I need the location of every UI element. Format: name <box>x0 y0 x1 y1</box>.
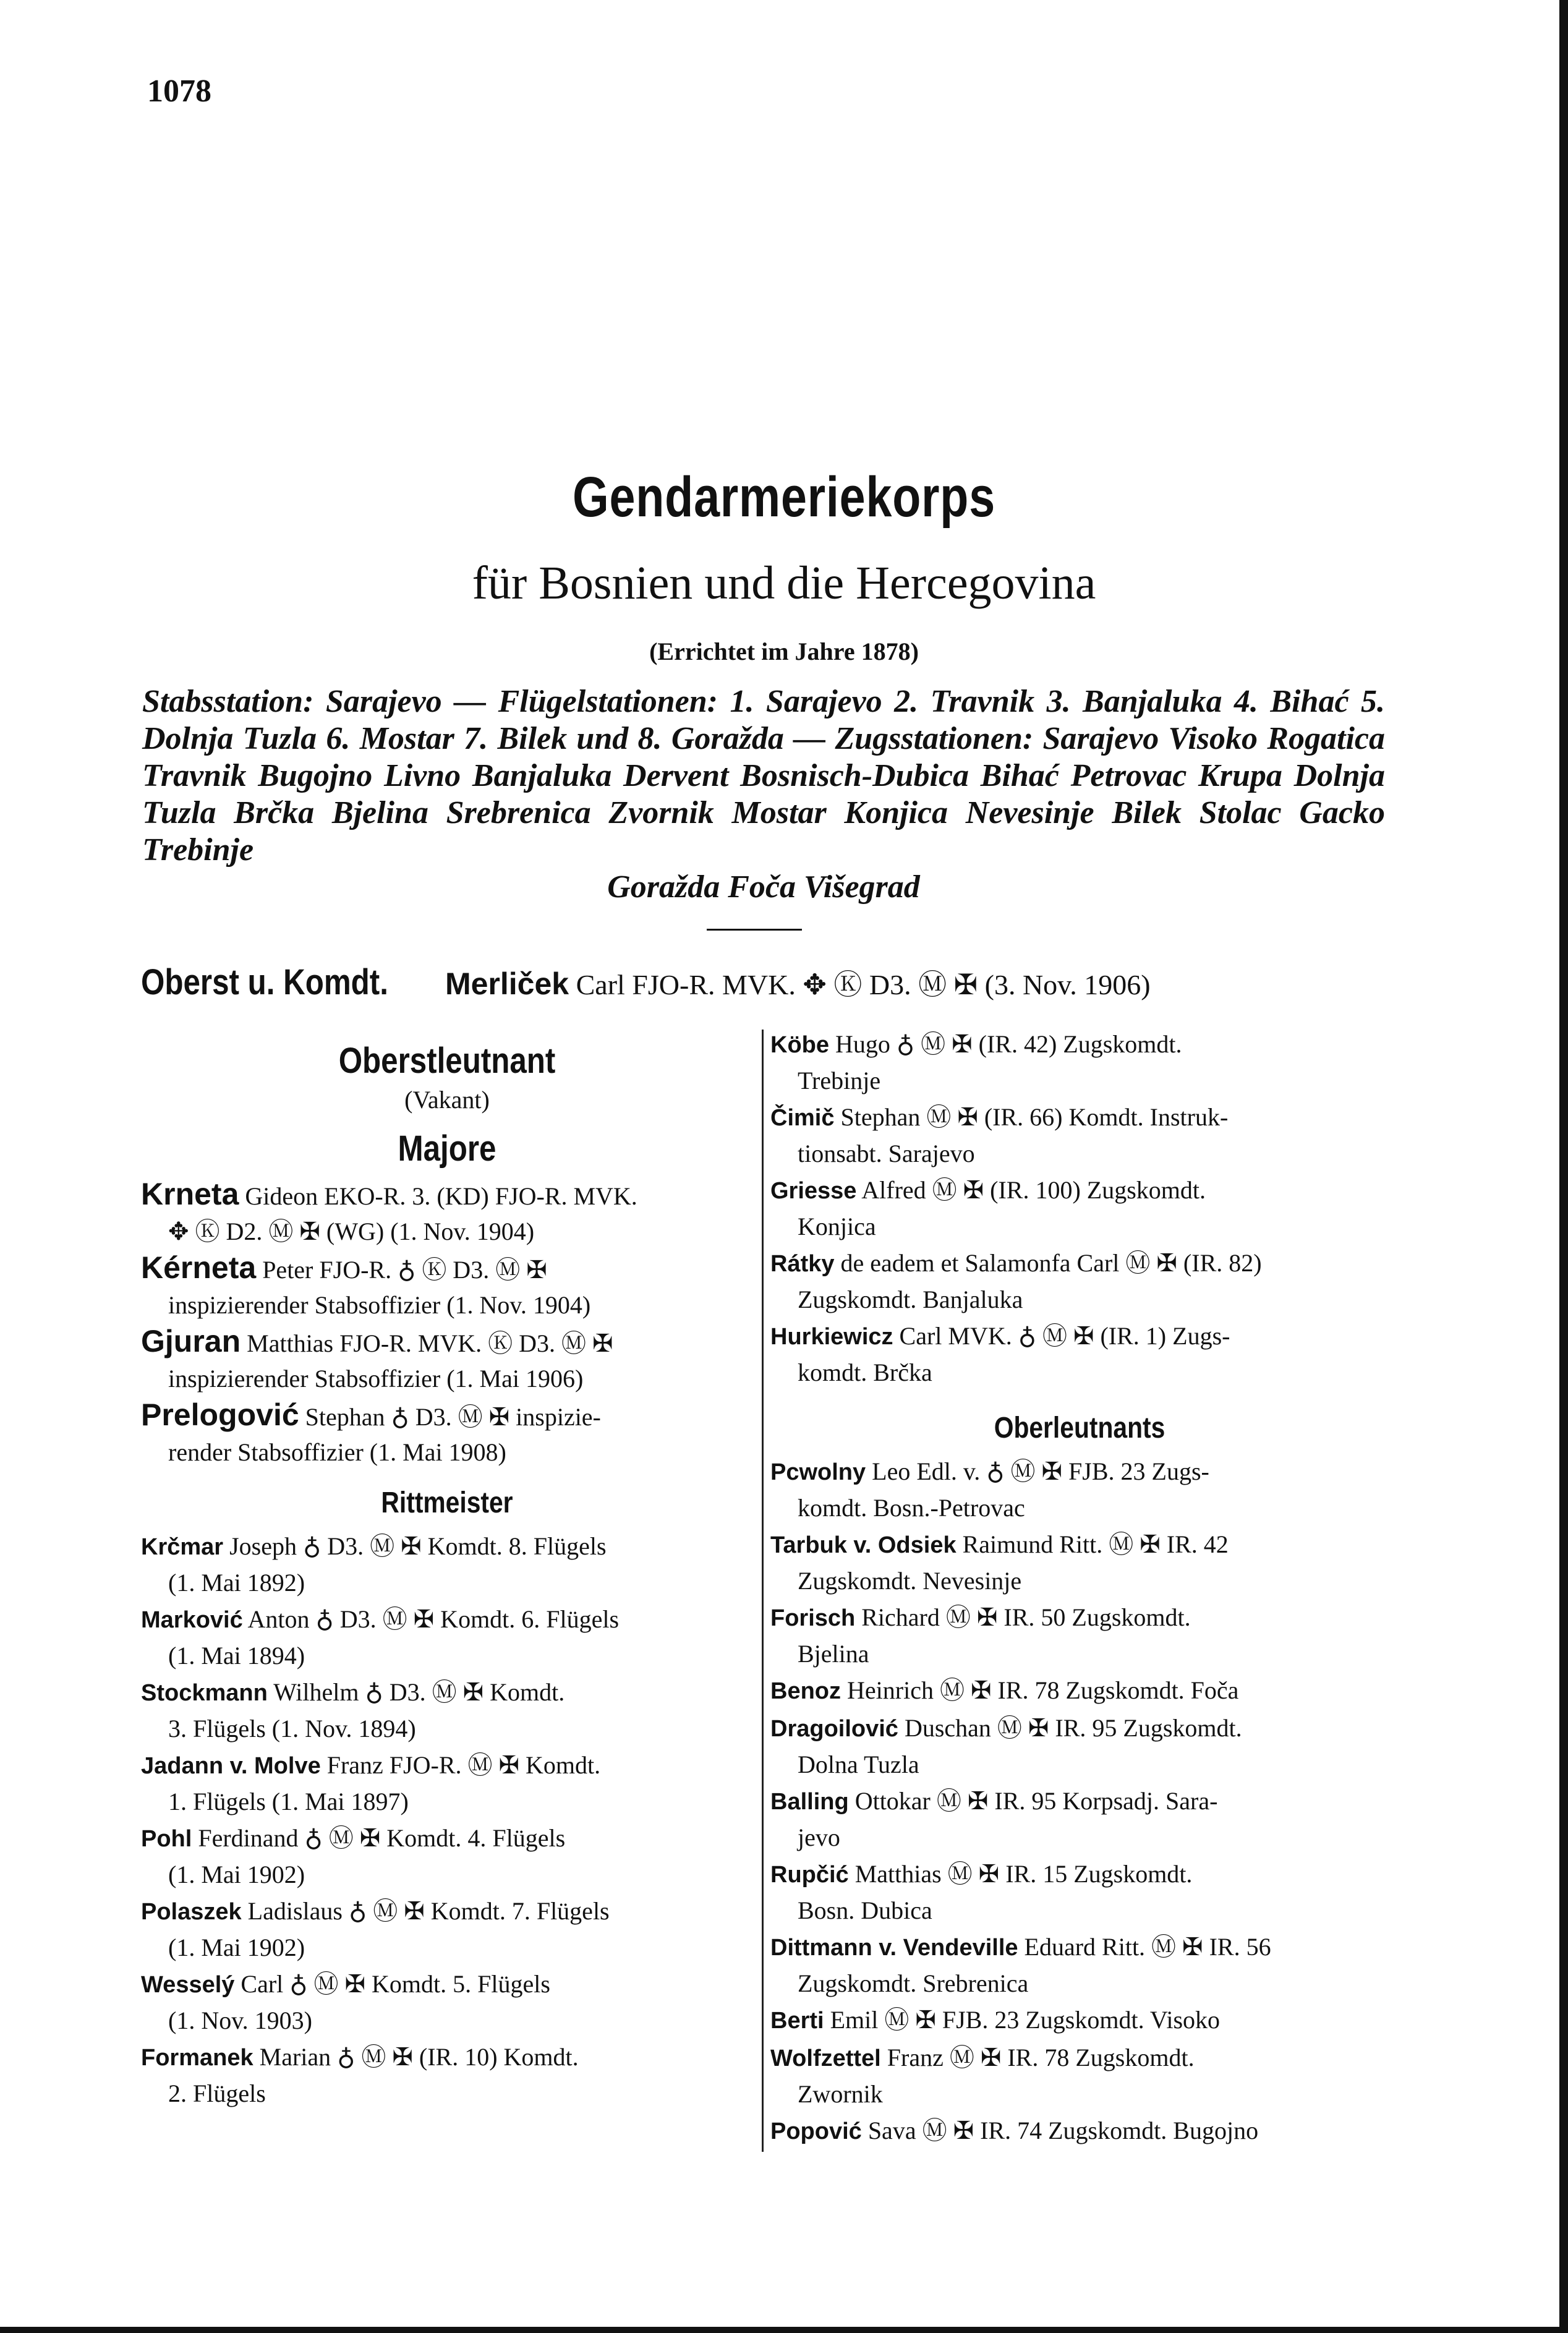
officer-details-continued: komdt. Bosn.-Petrovac <box>798 1494 1025 1522</box>
roster-entry <box>141 1820 753 1892</box>
officer-details: Carl ♁ Ⓜ ✠ Komdt. 5. Flügels <box>241 1970 550 1998</box>
heading-oberleutnants: Oberleutnants <box>994 1412 1165 1444</box>
officer-details: Matthias FJO-R. MVK. Ⓚ D3. Ⓜ ✠ <box>247 1329 613 1357</box>
stations-last-line: Goražda Foča Višegrad <box>607 869 920 905</box>
officer-details: Leo Edl. v. ♁ Ⓜ ✠ FJB. 23 Zugs- <box>872 1457 1209 1485</box>
officer-details: Gideon EKO-R. 3. (KD) FJO-R. MVK. <box>245 1182 637 1210</box>
officer-details: Duschan Ⓜ ✠ IR. 95 Zugskomdt. <box>904 1714 1242 1742</box>
officer-details: Peter FJO-R. ♁ Ⓚ D3. Ⓜ ✠ <box>262 1256 547 1284</box>
officer-details-continued: 2. Flügels <box>168 2079 266 2107</box>
roster-entry <box>141 1966 753 2038</box>
commander-details: Carl FJO-R. MVK. ✥ Ⓚ D3. Ⓜ ✠ (3. Nov. 1906) <box>576 969 1151 1000</box>
roster-entry <box>141 1324 753 1396</box>
page-number: 1078 <box>147 74 211 109</box>
stations-text: Stabsstation: Sarajevo — Flügelstationen: 1. Sarajevo 2. Travnik 3. Banjaluka 4. Bihać 5. Dolnja Tuzla 6. Mostar 7. Bilek und 8. Goražda — Zugsstationen: Sarajevo Visoko Rogatica Travnik Bugojno Livno Banjaluka Dervent Bosnisch-Dubica Bihać Petrovac Krupa Dolnja Tuzla Brčka Bjelina Srebrenica Zvornik Mostar Konjica Nevesinje Bilek Stolac Gacko Trebinje <box>142 684 1385 868</box>
officer-name: Prelogović <box>141 1397 299 1432</box>
founded-note: (Errichtet im Jahre 1878) <box>649 638 919 665</box>
officer-details: Stephan Ⓜ ✠ (IR. 66) Komdt. Instruk- <box>840 1103 1229 1131</box>
officer-details: Stephan ♁ D3. Ⓜ ✠ inspizie- <box>305 1403 601 1431</box>
oberleutnants-list <box>770 1454 1389 2149</box>
page-subtitle: für Bosnien und die Hercegovina <box>472 557 1096 609</box>
officer-name: Marković <box>141 1607 243 1633</box>
roster-entry <box>770 2113 1389 2149</box>
roster-entry <box>770 1600 1389 1671</box>
majore-list <box>141 1177 753 1470</box>
heading-oberstleutnant: Oberstleutnant <box>338 1041 556 1081</box>
rittmeister-list <box>141 1529 753 2111</box>
roster-entry <box>770 1318 1389 1390</box>
officer-name: Berti <box>770 2008 824 2034</box>
officer-name: Formanek <box>141 2045 254 2071</box>
roster-entry <box>770 2002 1389 2039</box>
officer-details-continued: ✥ Ⓚ D2. Ⓜ ✠ (WG) (1. Nov. 1904) <box>168 1218 535 1245</box>
officer-details-continued: (1. Mai 1894) <box>168 1642 305 1670</box>
officer-name: Kérneta <box>141 1250 257 1285</box>
column-divider <box>762 1030 764 2152</box>
officer-details-continued: komdt. Brčka <box>798 1358 932 1386</box>
officer-name: Dittmann v. Vendeville <box>770 1935 1018 1961</box>
roster-entry <box>141 1602 753 1673</box>
officer-details: Carl MVK. ♁ Ⓜ ✠ (IR. 1) Zugs- <box>899 1322 1230 1350</box>
left-column <box>141 1026 753 2112</box>
officer-name: Popović <box>770 2118 862 2144</box>
roster-entry <box>141 1397 753 1470</box>
officer-details: Sava Ⓜ ✠ IR. 74 Zugskomdt. Bugojno <box>867 2117 1259 2144</box>
officer-details: Emil Ⓜ ✠ FJB. 23 Zugskomdt. Visoko <box>830 2006 1221 2034</box>
officer-name: Wolfzettel <box>770 2045 881 2071</box>
rittmeister-continued-list <box>770 1026 1389 1390</box>
officer-details-continued: Trebinje <box>798 1067 881 1094</box>
officer-name: Krčmar <box>141 1534 224 1560</box>
heading-rittmeister: Rittmeister <box>381 1486 513 1519</box>
officer-name: Polaszek <box>141 1899 242 1925</box>
officer-details-continued: (1. Mai 1902) <box>168 1934 305 1961</box>
officer-details-continued: render Stabsoffizier (1. Mai 1908) <box>168 1438 506 1466</box>
officer-details-continued: 1. Flügels (1. Mai 1897) <box>168 1788 409 1815</box>
officer-details-continued: inspizierender Stabsoffizier (1. Nov. 1904) <box>168 1291 591 1319</box>
officer-name: Benoz <box>770 1678 841 1704</box>
roster-entry <box>770 1026 1389 1098</box>
scan-border-bottom <box>0 2327 1568 2333</box>
officer-details: Hugo ♁ Ⓜ ✠ (IR. 42) Zugskomdt. <box>835 1030 1182 1058</box>
commander-line <box>141 962 1390 1003</box>
roster-entry <box>141 1747 753 1819</box>
officer-name: Gjuran <box>141 1324 241 1358</box>
officer-details-continued: tionsabt. Sarajevo <box>798 1140 975 1167</box>
officer-details-continued: jevo <box>798 1823 840 1851</box>
officer-details: Ottokar Ⓜ ✠ IR. 95 Korpsadj. Sara- <box>854 1787 1218 1815</box>
roster-entry <box>141 1529 753 1600</box>
officer-details-continued: inspizierender Stabsoffizier (1. Mai 1906) <box>168 1365 584 1393</box>
officer-details: Raimund Ritt. Ⓜ ✠ IR. 42 <box>962 1530 1229 1558</box>
roster-entry <box>770 1527 1389 1598</box>
officer-details: Matthias Ⓜ ✠ IR. 15 Zugskomdt. <box>854 1860 1193 1888</box>
officer-details-continued: (1. Mai 1892) <box>168 1569 305 1597</box>
officer-name: Tarbuk v. Odsiek <box>770 1532 957 1558</box>
roster-entry <box>141 1893 753 1965</box>
officer-details: Marian ♁ Ⓜ ✠ (IR. 10) Komdt. <box>259 2043 579 2071</box>
officer-name: Griesse <box>770 1178 857 1204</box>
officer-name: Pohl <box>141 1826 192 1852</box>
stations-paragraph <box>142 683 1385 906</box>
heading-majore: Majore <box>398 1128 496 1169</box>
officer-details-continued: (1. Mai 1902) <box>168 1861 305 1888</box>
officer-name: Wesselý <box>141 1972 235 1998</box>
roster-entry <box>770 1783 1389 1855</box>
officer-name: Pcwolny <box>770 1459 866 1485</box>
officer-details-continued: Zugskomdt. Banjaluka <box>798 1286 1023 1313</box>
scan-border-right <box>1559 0 1568 2333</box>
officer-details-continued: Konjica <box>798 1213 876 1240</box>
vakant-note: (Vakant) <box>404 1086 490 1114</box>
officer-details: Heinrich Ⓜ ✠ IR. 78 Zugskomdt. Foča <box>847 1676 1239 1704</box>
officer-details-continued: Dolna Tuzla <box>798 1751 919 1778</box>
roster-entry <box>770 1929 1389 2001</box>
roster-entry <box>770 1673 1389 1709</box>
roster-entry <box>770 1245 1389 1317</box>
roster-entry <box>770 1099 1389 1171</box>
officer-name: Jadann v. Molve <box>141 1753 321 1779</box>
roster-entry <box>770 1172 1389 1244</box>
officer-details: Ferdinand ♁ Ⓜ ✠ Komdt. 4. Flügels <box>198 1824 566 1852</box>
officer-details: Eduard Ritt. Ⓜ ✠ IR. 56 <box>1024 1933 1271 1961</box>
officer-details: Alfred Ⓜ ✠ (IR. 100) Zugskomdt. <box>861 1176 1206 1204</box>
officer-details-continued: (1. Nov. 1903) <box>168 2007 312 2034</box>
officer-details-continued: 3. Flügels (1. Nov. 1894) <box>168 1715 416 1742</box>
roster-entry <box>770 1454 1389 1525</box>
officer-details: Joseph ♁ D3. Ⓜ ✠ Komdt. 8. Flügels <box>229 1532 607 1560</box>
roster-entry <box>770 1710 1389 1782</box>
officer-name: Stockmann <box>141 1680 268 1706</box>
officer-name: Rátky <box>770 1251 835 1277</box>
officer-name: Forisch <box>770 1605 856 1631</box>
roster-entry <box>141 2039 753 2111</box>
roster-entry <box>141 1674 753 1746</box>
officer-name: Hurkiewicz <box>770 1324 893 1350</box>
right-column <box>770 1026 1389 2151</box>
officer-details-continued: Zugskomdt. Srebrenica <box>798 1969 1029 1997</box>
officer-name: Köbe <box>770 1032 829 1058</box>
commander-rank: Oberst u. Komdt. <box>141 962 388 1002</box>
officer-details: Anton ♁ D3. Ⓜ ✠ Komdt. 6. Flügels <box>247 1605 620 1633</box>
roster-entry <box>770 2040 1389 2112</box>
roster-entry <box>141 1250 753 1323</box>
officer-details: Franz FJO-R. Ⓜ ✠ Komdt. <box>326 1751 601 1779</box>
separator-rule <box>707 929 802 931</box>
roster-entry <box>770 1856 1389 1928</box>
officer-details: de eadem et Salamonfa Carl Ⓜ ✠ (IR. 82) <box>840 1249 1262 1277</box>
page-title: Gendarmeriekorps <box>573 466 995 529</box>
officer-details: Wilhelm ♁ D3. Ⓜ ✠ Komdt. <box>273 1678 565 1706</box>
officer-name: Krneta <box>141 1177 239 1211</box>
officer-details-continued: Zwornik <box>798 2080 883 2108</box>
officer-details-continued: Bosn. Dubica <box>798 1896 932 1924</box>
officer-name: Dragoilović <box>770 1716 898 1742</box>
officer-details: Richard Ⓜ ✠ IR. 50 Zugskomdt. <box>861 1603 1191 1631</box>
officer-details: Franz Ⓜ ✠ IR. 78 Zugskomdt. <box>887 2044 1195 2071</box>
officer-details-continued: Bjelina <box>798 1640 869 1668</box>
officer-name: Čimič <box>770 1105 835 1131</box>
officer-details-continued: Zugskomdt. Nevesinje <box>798 1567 1022 1595</box>
officer-details: Ladislaus ♁ Ⓜ ✠ Komdt. 7. Flügels <box>247 1897 610 1925</box>
officer-name: Balling <box>770 1789 849 1815</box>
commander-name: Merliček <box>445 966 569 1001</box>
officer-name: Rupčić <box>770 1862 849 1888</box>
roster-entry <box>141 1177 753 1249</box>
